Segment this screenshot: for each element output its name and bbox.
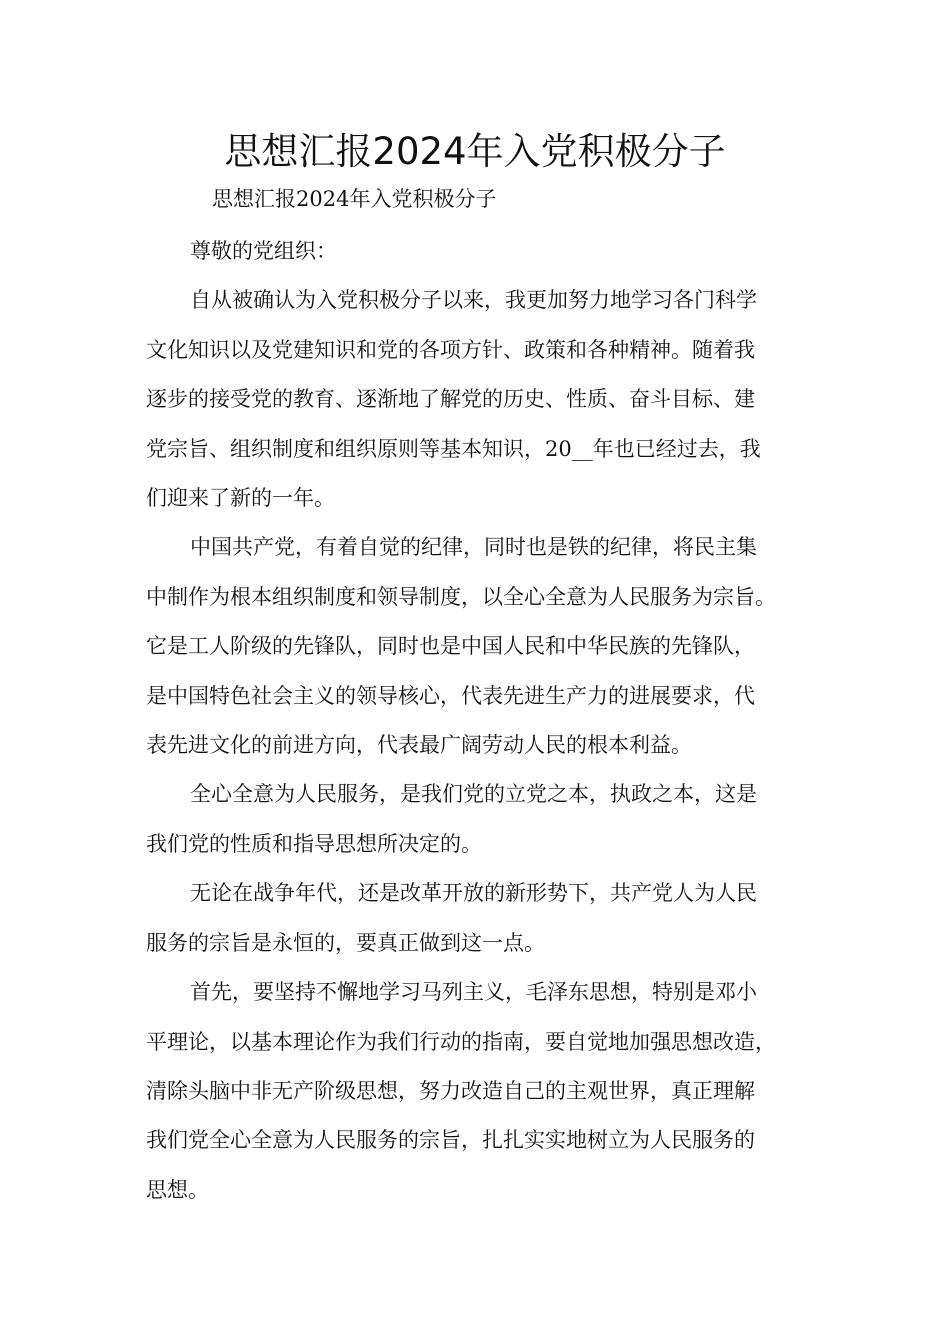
paragraph-line: 们迎来了新的一年。 [146, 486, 335, 511]
document-body [146, 227, 816, 1215]
paragraph-line: 服务的宗旨是永恒的，要真正做到这一点。 [146, 930, 545, 955]
paragraph-line: 表先进文化的前进方向，代表最广阔劳动人民的根本利益。 [146, 733, 692, 758]
paragraph-first-line: 全心全意为人民服务，是我们党的立党之本，执政之本，这是 [190, 782, 757, 807]
paragraph-line: 它是工人阶级的先锋队，同时也是中国人民和中华民族的先锋队， [146, 634, 755, 659]
document-subtitle: 思想汇报2024年入党积极分子 [212, 187, 497, 211]
document-title: 思想汇报2024年入党积极分子 [224, 130, 726, 173]
paragraph-first-line: 无论在战争年代，还是改革开放的新形势下，共产党人为人民 [190, 881, 757, 906]
paragraph-first-line: 自从被确认为入党积极分子以来，我更加努力地学习各门科学 [190, 288, 757, 313]
paragraph-line: 清除头脑中非无产阶级思想，努力改造自己的主观世界，真正理解 [146, 1078, 755, 1103]
paragraph-line: 是中国特色社会主义的领导核心，代表先进生产力的进展要求，代 [146, 683, 755, 708]
paragraph-line: 我们党的性质和指导思想所决定的。 [146, 831, 482, 856]
paragraph-line: 中制作为根本组织制度和领导制度，以全心全意为人民服务为宗旨。 [146, 584, 776, 609]
paragraph-line: 思想。 [146, 1177, 209, 1202]
paragraph-line: 我们党全心全意为人民服务的宗旨，扎扎实实地树立为人民服务的 [146, 1128, 755, 1153]
paragraph-line: 逐步的接受党的教育、逐渐地了解党的历史、性质、奋斗目标、建 [146, 387, 755, 412]
paragraph-line: 文化知识以及党建知识和党的各项方针、政策和各种精神。随着我 [146, 337, 755, 362]
paragraph-line: 平理论，以基本理论作为我们行动的指南，要自觉地加强思想改造， [146, 1029, 776, 1054]
paragraph-first-line: 中国共产党，有着自觉的纪律，同时也是铁的纪律，将民主集 [190, 535, 757, 560]
paragraph-first-line: 尊敬的党组织： [190, 239, 337, 263]
paragraph-line: 党宗旨、组织制度和组织原则等基本知识，20__年也已经过去，我 [146, 436, 761, 461]
paragraph-first-line: 首先，要坚持不懈地学习马列主义，毛泽东思想，特别是邓小 [190, 980, 757, 1005]
